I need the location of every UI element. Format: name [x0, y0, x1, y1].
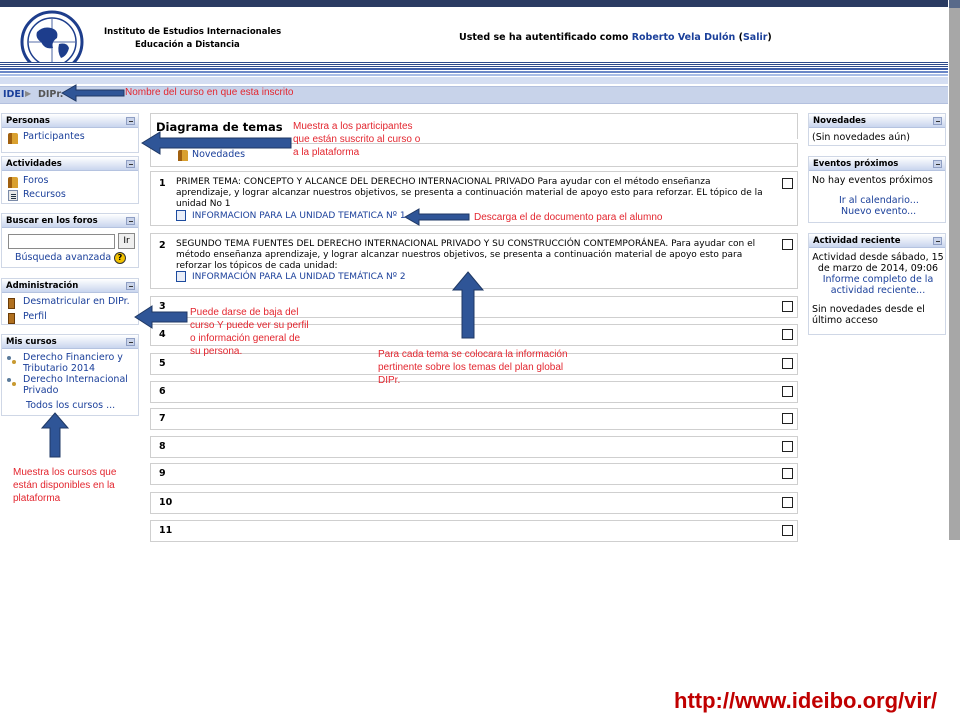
block-novedades-header: Novedades [809, 114, 945, 128]
arrow-course-name [60, 84, 126, 102]
arrow-topics [451, 270, 485, 340]
no-events-text: No hay eventos próximos [812, 175, 933, 186]
section-8 [150, 436, 798, 458]
section-number: 10 [159, 497, 173, 508]
section-number: 9 [159, 468, 166, 479]
block-mis-cursos-header: Mis cursos [2, 335, 138, 349]
section-9 [150, 463, 798, 485]
forum-search-button[interactable]: Ir [118, 233, 135, 249]
highlight-checkbox[interactable] [782, 468, 793, 479]
section-number: 2 [159, 240, 166, 251]
arrow-courses [40, 411, 70, 459]
section-7 [150, 408, 798, 430]
logout-link[interactable]: Salir [742, 32, 768, 43]
recursos-link[interactable]: Recursos [23, 189, 66, 200]
collapse-icon[interactable] [126, 117, 135, 125]
institution-name: Instituto de Estudios Internacionales [104, 27, 282, 37]
arrow-unenrol [133, 305, 189, 329]
foros-link[interactable]: Foros [23, 175, 49, 186]
course-icon [7, 378, 17, 387]
block-eventos [808, 156, 946, 223]
section-number: 5 [159, 358, 166, 369]
section-resource-link[interactable]: INFORMACIÓN PARA LA UNIDAD TEMÁTICA Nº 2 [176, 272, 406, 282]
page-icon [176, 271, 186, 282]
arrow-participants [139, 130, 294, 156]
section-number: 6 [159, 386, 166, 397]
course-link-financiero[interactable]: Derecho Financiero y Tributario 2014 [23, 352, 123, 374]
course-icon [7, 356, 17, 365]
highlight-checkbox[interactable] [782, 239, 793, 250]
unenrol-icon [8, 298, 15, 309]
scrollbar-top [949, 0, 960, 8]
collapse-icon[interactable] [126, 338, 135, 346]
block-novedades [808, 113, 946, 146]
login-info: Usted se ha autentificado como Roberto Vela Dulón (Salir) [459, 32, 772, 43]
highlight-checkbox[interactable] [782, 178, 793, 189]
annotation-course-name: Nombre del curso en que esta inscrito [125, 87, 294, 98]
highlight-checkbox[interactable] [782, 413, 793, 424]
activity-since: Actividad desde sábado, 15 de marzo de 2014, 09:06 [812, 252, 944, 274]
section-number: 7 [159, 413, 166, 424]
highlight-checkbox[interactable] [782, 441, 793, 452]
profile-link[interactable]: Perfil [23, 311, 47, 322]
annotation-courses: Muestra los cursos que están disponibles en la plataforma [13, 467, 117, 504]
resources-icon [8, 190, 18, 201]
no-news-since-text: Sin novedades desde el último acceso [812, 304, 925, 326]
forum-search-input[interactable] [8, 234, 115, 249]
collapse-icon[interactable] [126, 217, 135, 225]
diagram-title: Diagrama de temas [156, 120, 283, 134]
help-icon[interactable]: ? [114, 252, 126, 264]
section-resource-link[interactable]: INFORMACION PARA LA UNIDAD TEMATICA Nº 1 [176, 211, 406, 221]
highlight-checkbox[interactable] [782, 301, 793, 312]
annotation-download: Descarga el de documento para el alumno [474, 212, 663, 223]
breadcrumb-home[interactable]: IDEI [3, 89, 25, 100]
unenrol-link[interactable]: Desmatricular en DIPr. [23, 296, 130, 307]
site-url[interactable]: http://www.ideibo.org/vir/ [674, 688, 938, 713]
section-11 [150, 520, 798, 542]
section-number: 1 [159, 178, 166, 189]
page-icon [176, 210, 186, 221]
block-personas [1, 113, 139, 153]
arrow-download [403, 208, 471, 226]
section-summary: SEGUNDO TEMA FUENTES DEL DERECHO INTERNACIONAL PRIVADO Y SU CONSTRUCCIÓN CONTEMPORÁNEA. Para ayudar con el método enseñanza aprendizaje, y lograr alcanzar nuestros objetivos, se presenta a continuación material de apoyo esto para reforzar los tópicos de cada unidad: [176, 239, 756, 271]
highlight-checkbox[interactable] [782, 386, 793, 397]
section-number: 4 [159, 329, 166, 340]
login-prefix: Usted se ha autentificado como [459, 32, 629, 43]
all-courses-link[interactable]: Todos los cursos ... [26, 400, 116, 411]
block-personas-header: Personas [2, 114, 138, 128]
block-administracion-header: Administración [2, 279, 138, 293]
collapse-icon[interactable] [126, 160, 135, 168]
participants-icon [8, 133, 18, 144]
new-event-link[interactable]: Nuevo evento... [841, 206, 917, 217]
highlight-checkbox[interactable] [782, 525, 793, 536]
no-news-text: (Sin novedades aún) [812, 132, 910, 143]
block-buscar-header: Buscar en los foros [2, 214, 138, 228]
section-number: 11 [159, 525, 173, 536]
highlight-checkbox[interactable] [782, 497, 793, 508]
section-number: 8 [159, 441, 166, 452]
block-actividad-reciente [808, 233, 946, 335]
user-name-link[interactable]: Roberto Vela Dulón [631, 32, 736, 43]
block-actividad-header: Actividad reciente [809, 234, 945, 248]
annotation-topics: Para cada tema se colocara la información pertinente sobre los temas del plan global DIPr. [378, 349, 568, 386]
block-eventos-header: Eventos próximos [809, 157, 945, 171]
profile-icon [8, 313, 15, 324]
participantes-link[interactable]: Participantes [23, 131, 85, 142]
forum-icon [8, 177, 18, 188]
block-administracion [1, 278, 139, 325]
annotation-unenrol: Puede darse de baja del curso Y puede ver su perfil o información general de su persona. [190, 307, 309, 357]
collapse-icon[interactable] [933, 237, 942, 245]
full-activity-report-link[interactable]: Informe completo de la actividad reciente... [822, 274, 934, 296]
news-link[interactable]: Novedades [192, 149, 246, 160]
annotation-participants: Muestra a los participantes que están suscrito al curso o a la plataforma [293, 121, 421, 158]
block-actividades-header: Actividades [2, 157, 138, 171]
collapse-icon[interactable] [933, 160, 942, 168]
block-actividades [1, 156, 139, 204]
block-buscar [1, 213, 139, 268]
course-link-internacional[interactable]: Derecho Internacional Privado [23, 374, 128, 396]
section-number: 3 [159, 301, 166, 312]
highlight-checkbox[interactable] [782, 329, 793, 340]
breadcrumb-current: DIPr. [38, 89, 64, 100]
block-mis-cursos [1, 334, 139, 416]
section-summary: PRIMER TEMA: CONCEPTO Y ALCANCE DEL DERECHO INTERNACIONAL PRIVADO Para ayudar con el método enseñanza aprendizaje, y lograr alcanzar nuestros objetivos, se presenta a continuación material de apoyo esto para reforzar. EL tópico de la unidad No 1 [176, 177, 763, 209]
breadcrumb-separator-icon: ▶ [25, 89, 32, 98]
advanced-search-link[interactable]: Búsqueda avanzada [15, 252, 112, 263]
header-top-rule [0, 0, 948, 7]
collapse-icon[interactable] [126, 282, 135, 290]
section-10 [150, 492, 798, 514]
highlight-checkbox[interactable] [782, 358, 793, 369]
calendar-link[interactable]: Ir al calendario... [839, 195, 919, 206]
institution-subtitle: Educación a Distancia [135, 40, 240, 50]
collapse-icon[interactable] [933, 117, 942, 125]
page-scrollbar[interactable] [949, 0, 960, 540]
header-stripe-band [0, 62, 948, 84]
